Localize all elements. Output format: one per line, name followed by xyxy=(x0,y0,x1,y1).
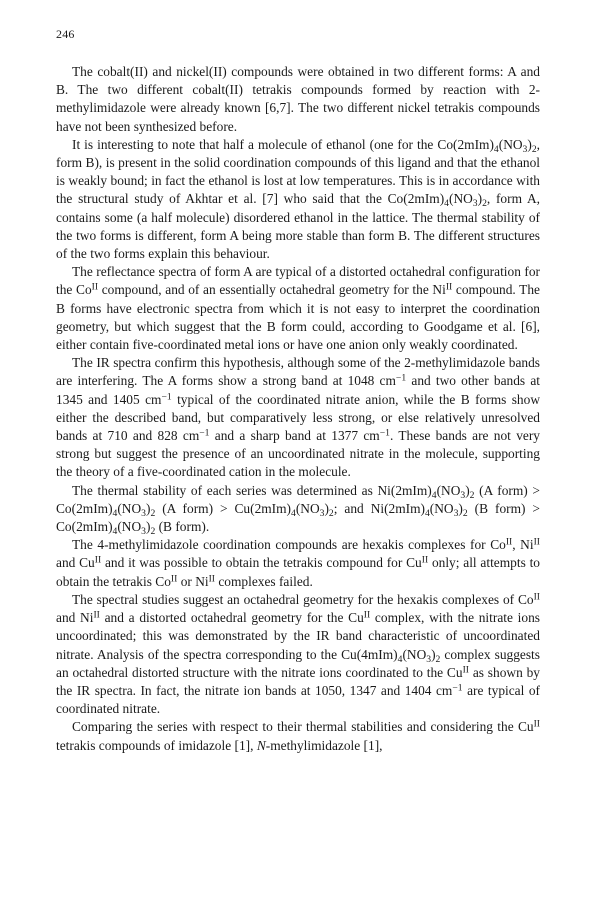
paragraph: Comparing the series with respect to their thermal stabilities and considering the $Cu^{II}$ tetrakis compounds of imidazole [1], N-methylimidazole [1], xyxy=(56,718,540,753)
paragraph: The IR spectra confirm this hypothesis, although some of the 2-methylimidazole bands are interfering. The A forms show a strong band at 1048 $cm^{-1}$ and two other bands at 1345 and 1405 $cm^{-1}$ typical of the coordinated nitrate anion, while the B forms show either the described band, but comparatively less strong, or else relatively unresolved bands at 710 and 828 $cm^{-1}$ and a sharp band at 1377 $cm^{-1}$. These bands are not very strong but suggest the presence of an uncoordinated nitrate in the molecule, supporting the theory of a five-coordinated cation in the molecule. xyxy=(56,355,540,480)
paragraph: The cobalt(II) and nickel(II) compounds were obtained in two different forms: A and B. The two different cobalt(II) tetrakis compounds formed by reaction with 2-methylimidazole were already known [6,7]. The two different nickel tetrakis compounds have not been synthesized before. xyxy=(56,64,540,134)
paragraph: The reflectance spectra of form A are typical of a distorted octahedral configuration for the $Co^{II}$ compound, and of an essentially octahedral geometry for the $Ni^{II}$ compound. The B forms have electronic spectra from which it is not easy to interpret the coordination geometry, but which suggest that the B form could, according to Goodgame et al. [6], either contain five-coordinated metal ions or have one anion only weakly coordinated. xyxy=(56,264,540,353)
paragraph: The thermal stability of each series was determined as $Ni(2mIm)_4(NO_3)_2$ (A form) > $Co(2mIm)_4(NO_3)_2$ (A form) > $Cu(2mIm)_4(NO_3)_2$; and $Ni(2mIm)_4(NO_3)_2$ (B form) > $Co(2mIm)_4(NO_3)_2$ (B form). xyxy=(56,482,540,537)
paragraph: The 4-methylimidazole coordination compounds are hexakis complexes for $Co^{II}$, $Ni^{II}$ and $Cu^{II}$ and it was possible to obtain the tetrakis compound for $Cu^{II}$ only; all attempts to obtain the tetrakis $Co^{II}$ or $Ni^{II}$ complexes failed. xyxy=(56,536,540,589)
paragraph: It is interesting to note that half a molecule of ethanol (one for the $Co(2mIm)_4(NO_3)_2$, form B), is present in the solid coordination compounds of this ligand and that the ethanol is weakly bound; in fact the ethanol is lost at low temperatures. This is in accordance with the structural study of Akhtar et al. [7] who said that the $Co(2mIm)_4(NO_3)_2$, form A, contains some (a half molecule) disordered ethanol in the lattice. The thermal stability of the two forms is different, form A being more stable than form B. The different structures of the two forms explain this behaviour. xyxy=(56,136,541,262)
paragraph: The spectral studies suggest an octahedral geometry for the hexakis complexes of $Co^{II}$ and $Ni^{II}$ and a distorted octahedral geometry for the $Cu^{II}$ complex, with the nitrate ions uncoordinated; this was demonstrated by the IR band characteristic of uncoordinated nitrate. Analysis of the spectra corresponding to the $Cu(4mIm)_4(NO_3)_2$ complex suggests an octahedral distorted structure with the nitrate ions coordinated to the $Cu^{II}$ as shown by the IR spectra. In fact, the nitrate ion bands at 1050, 1347 and 1404 $cm^{-1}$ are typical of coordinated nitrate. xyxy=(56,591,540,717)
body-text xyxy=(56,63,540,755)
page-number: 246 xyxy=(56,27,75,41)
